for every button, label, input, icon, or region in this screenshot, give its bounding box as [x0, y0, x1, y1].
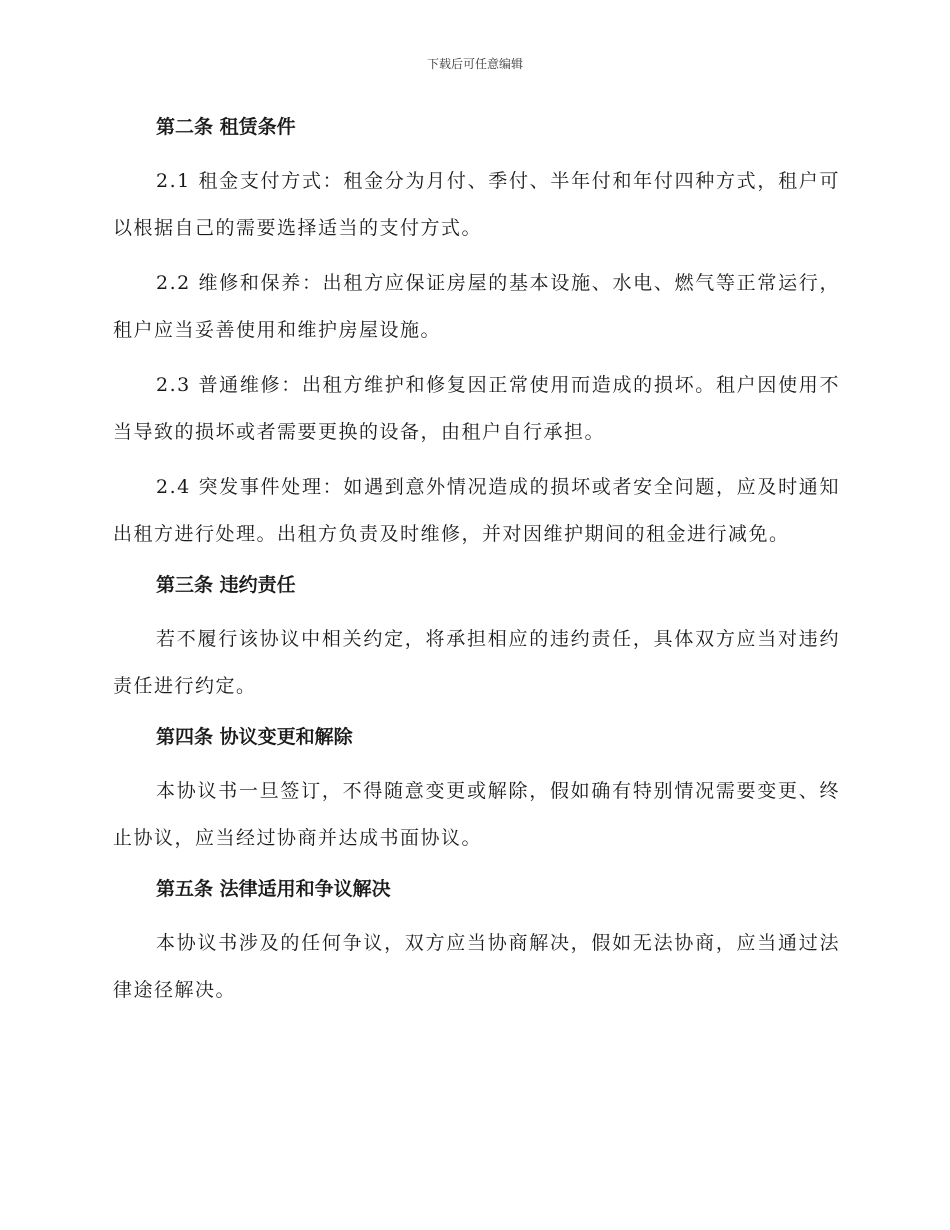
- paragraph: 本协议书涉及的任何争议，双方应当协商解决，假如无法协商，应当通过法律途径解决。: [113, 932, 840, 1001]
- section-heading: 第四条 协议变更和解除: [156, 726, 353, 748]
- section-heading: 第三条 违约责任: [156, 574, 296, 596]
- section-heading: 第五条 法律适用和争议解决: [156, 878, 391, 900]
- section-4: [113, 718, 840, 862]
- section-2: [113, 108, 840, 558]
- paragraph: 本协议书一旦签订，不得随意变更或解除，假如确有特别情况需要变更、终止协议，应当经过协商并达成书面协议。: [113, 780, 840, 849]
- section-3: [113, 566, 840, 710]
- paragraph: 2.3 普通维修：出租方维护和修复因正常使用而造成的损坏。租户因使用不当导致的损坏或者需要更换的设备，由租户自行承担。: [113, 374, 840, 443]
- document-body: [113, 108, 840, 1022]
- paragraph: 2.4 突发事件处理：如遇到意外情况造成的损坏或者安全问题，应及时通知出租方进行处理。出租方负责及时维修，并对因维护期间的租金进行减免。: [113, 476, 840, 545]
- page-header-note: 下载后可任意编辑: [426, 57, 523, 71]
- paragraph: 2.2 维修和保养：出租方应保证房屋的基本设施、水电、燃气等正常运行，租户应当妥善使用和维护房屋设施。: [113, 272, 840, 341]
- paragraph: 若不履行该协议中相关约定，将承担相应的违约责任，具体双方应当对违约责任进行约定。: [113, 628, 840, 697]
- section-5: [113, 870, 840, 1014]
- paragraph: 2.1 租金支付方式：租金分为月付、季付、半年付和年付四种方式，租户可以根据自己的需要选择适当的支付方式。: [113, 170, 840, 239]
- section-heading: 第二条 租赁条件: [156, 116, 296, 138]
